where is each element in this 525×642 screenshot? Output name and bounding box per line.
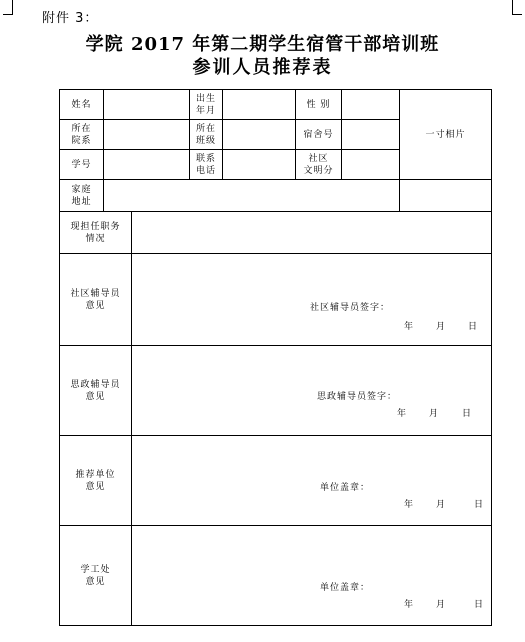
student-affairs-label: 学工处 意见 xyxy=(60,526,132,626)
dorm-field[interactable] xyxy=(342,120,400,150)
date-day-label: 日 xyxy=(462,409,473,419)
community-advisor-label: 社区辅导员 意见 xyxy=(60,254,132,346)
address-blank xyxy=(400,180,492,212)
photo-box: 一寸相片 xyxy=(400,90,492,180)
date-month-label: 月 xyxy=(436,600,447,610)
dorm-label: 宿舍号 xyxy=(296,120,342,150)
political-advisor-signature-label: 思政辅导员签字： xyxy=(317,392,398,402)
date-year-label: 年 xyxy=(404,322,415,332)
student-id-label: 学号 xyxy=(60,150,104,180)
date-month-label: 月 xyxy=(429,409,440,419)
document-subtitle: 参训人员推荐表 xyxy=(192,57,333,78)
address-label: 家庭 地址 xyxy=(60,180,104,212)
date-month-label: 月 xyxy=(436,500,447,510)
birth-field[interactable] xyxy=(223,90,296,120)
class-label: 所在 班级 xyxy=(190,120,223,150)
name-label: 姓名 xyxy=(60,90,104,120)
date-day-label: 日 xyxy=(474,500,485,510)
community-score-field[interactable] xyxy=(342,150,400,180)
attachment-label: 附件 3： xyxy=(42,11,99,26)
current-duty-label: 现担任职务 情况 xyxy=(60,212,132,254)
college-field[interactable] xyxy=(104,120,190,150)
college-label: 所在 院系 xyxy=(60,120,104,150)
unit-seal-label: 单位盖章： xyxy=(320,583,371,593)
date-day-label: 日 xyxy=(474,600,485,610)
address-field[interactable] xyxy=(104,180,400,212)
gender-label: 性 别 xyxy=(296,90,342,120)
date-month-label: 月 xyxy=(436,322,447,332)
political-advisor-label: 思政辅导员 意见 xyxy=(60,346,132,436)
birth-label: 出生 年月 xyxy=(190,90,223,120)
crop-mark-right xyxy=(512,0,522,15)
name-field[interactable] xyxy=(104,90,190,120)
date-year-label: 年 xyxy=(404,600,415,610)
recommending-unit-opinion[interactable] xyxy=(132,436,492,526)
phone-field[interactable] xyxy=(223,150,296,180)
recommending-unit-label: 推荐单位 意见 xyxy=(60,436,132,526)
recommendation-form xyxy=(59,89,492,626)
student-affairs-opinion[interactable] xyxy=(132,526,492,626)
date-year-label: 年 xyxy=(397,409,408,419)
student-id-field[interactable] xyxy=(104,150,190,180)
unit-seal-label: 单位盖章： xyxy=(320,483,371,493)
community-advisor-opinion[interactable] xyxy=(132,254,492,346)
community-score-label: 社区 文明分 xyxy=(296,150,342,180)
date-year-label: 年 xyxy=(404,500,415,510)
phone-label: 联系 电话 xyxy=(190,150,223,180)
crop-mark-left xyxy=(3,0,13,15)
class-field[interactable] xyxy=(223,120,296,150)
gender-field[interactable] xyxy=(342,90,400,120)
current-duty-field[interactable] xyxy=(132,212,492,254)
date-day-label: 日 xyxy=(468,322,479,332)
political-advisor-opinion[interactable] xyxy=(132,346,492,436)
community-advisor-signature-label: 社区辅导员签字： xyxy=(310,303,391,313)
document-title: 学院 2017 年第二期学生宿管干部培训班 xyxy=(85,34,440,55)
